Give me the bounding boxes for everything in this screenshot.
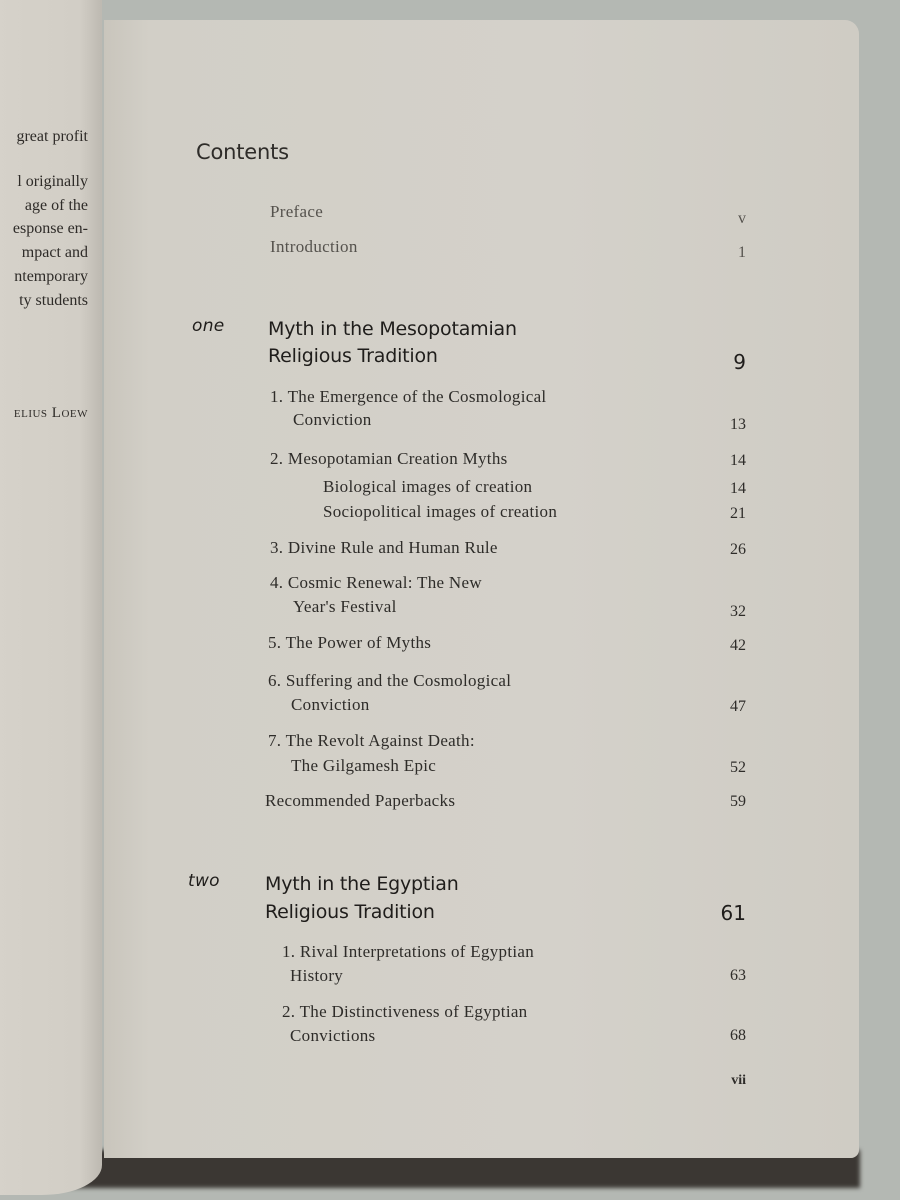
chapter-page: 61 [720,901,746,925]
chapter-title: Myth in the Mesopotamian [268,318,517,340]
toc-page: 42 [730,637,746,654]
toc-page: 47 [730,698,746,715]
toc-subsection: Biological images of creation [323,477,533,496]
toc-page: 32 [730,603,746,620]
toc-recommended: Recommended Paperbacks [265,791,456,810]
chapter-title: Religious Tradition [265,901,435,923]
left-text-line: age of the [24,197,88,214]
toc-subsection: Sociopolitical images of creation [323,502,558,521]
toc-section: 1. Rival Interpretations of Egyptian [282,942,535,961]
folio-page-number: vii [731,1073,746,1088]
toc-page: 21 [730,505,746,522]
left-text-line: mpact and [21,244,88,261]
chapter-title: Religious Tradition [268,345,438,367]
toc-section: Year's Festival [293,597,397,616]
toc-entry-introduction: Introduction [270,237,358,256]
toc-section: 4. Cosmic Renewal: The New [270,573,482,592]
toc-section: Conviction [291,695,370,714]
toc-section: 2. Mesopotamian Creation Myths [270,449,508,468]
chapter-number: one [192,316,225,336]
left-text-line: l originally [17,173,88,190]
toc-page: 59 [730,793,746,810]
toc-section: History [290,966,344,985]
chapter-page: 9 [733,350,746,374]
toc-section: Convictions [290,1026,376,1045]
toc-page: 52 [730,759,746,776]
toc-page: 26 [730,541,746,558]
page-title: Contents [196,140,289,164]
chapter-number: two [188,871,220,891]
left-text-line: ty students [19,292,88,309]
toc-page: 14 [730,480,746,497]
toc-section: Conviction [293,410,372,429]
chapter-title: Myth in the Egyptian [265,873,459,895]
toc-page: 63 [730,967,746,984]
toc-section: 1. The Emergence of the Cosmological [270,387,547,406]
toc-section: 6. Suffering and the Cosmological [268,671,512,690]
toc-section: 7. The Revolt Against Death: [268,731,475,750]
left-text-line: great profit [16,128,88,145]
toc-section: 2. The Distinctiveness of Egyptian [282,1002,528,1021]
toc-page: 68 [730,1027,746,1044]
toc-page: 13 [730,416,746,433]
toc-page: 1 [738,244,746,261]
toc-entry-preface: Preface [270,202,324,221]
author-signature: elius Loew [13,405,88,421]
toc-page: v [738,210,746,227]
left-text-line: ntemporary [14,268,88,285]
left-page [0,0,102,1195]
toc-section: 5. The Power of Myths [268,633,432,652]
toc-section: 3. Divine Rule and Human Rule [270,538,498,557]
toc-section: The Gilgamesh Epic [291,756,437,775]
left-text-line: esponse en- [12,220,88,237]
toc-page: 14 [730,452,746,469]
